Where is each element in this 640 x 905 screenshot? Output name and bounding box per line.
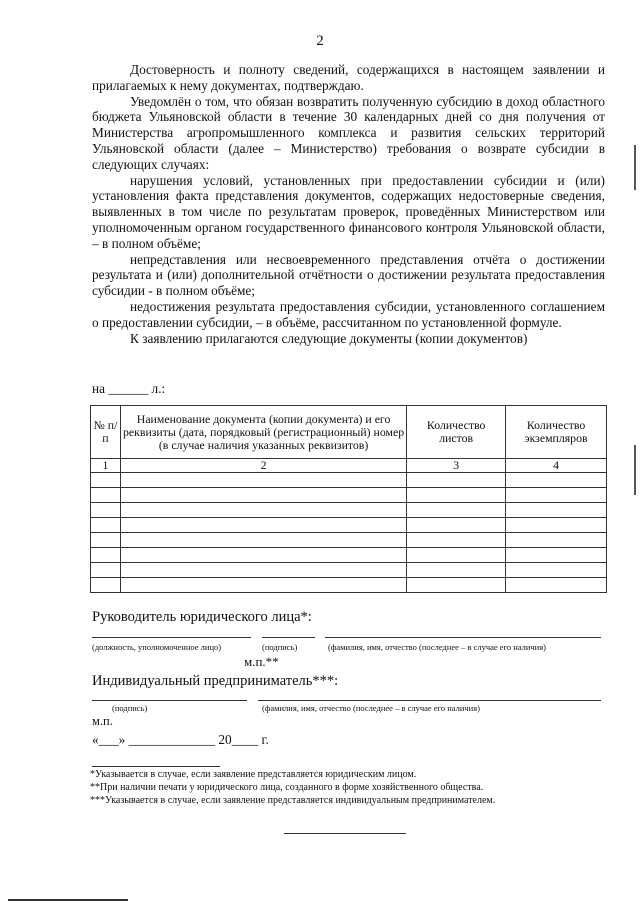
name-line [325, 637, 601, 638]
table-cell [506, 578, 607, 593]
ip-signature-label: Индивидуальный предприниматель***: [92, 673, 339, 689]
table-cell [120, 503, 406, 518]
col-number-3: 3 [407, 459, 506, 473]
table-cell [91, 548, 121, 563]
header-document-name: Наименование документа (копии документа) и его реквизиты (дата, порядковый (регистрационный) номер (в случае наличия указанных реквизитов) [120, 406, 406, 459]
table-cell [91, 563, 121, 578]
table-cell [407, 503, 506, 518]
ip-name-caption: (фамилия, имя, отчество (последнее – в случае его наличия) [262, 703, 480, 713]
table-cell [506, 563, 607, 578]
sign-caption: (подпись) [262, 642, 298, 652]
paragraph-attachments: К заявлению прилагаются следующие документы (копии документов) [130, 330, 528, 346]
table-number-row [91, 459, 607, 473]
paragraph-case-result: недостижения результата предоставления субсидии, установленного соглашением о предоставлении субсидии, – в объёме, рассчитанном по установленной формуле. [92, 298, 605, 330]
pages-line: на ______ л.: [92, 381, 166, 396]
col-number-4: 4 [506, 459, 607, 473]
paragraph-case-report: непредставления или несвоевременного представления отчёта о достижении результата и (или) дополнительной отчётности о достижении результата предоставления субсидии - в полном объёме; [92, 251, 605, 299]
table-cell [407, 533, 506, 548]
head-signature-label: Руководитель юридического лица*: [92, 609, 312, 625]
table-cell [120, 488, 406, 503]
table-cell [120, 518, 406, 533]
table-cell [91, 503, 121, 518]
sign-line [262, 637, 315, 638]
table-row [91, 533, 607, 548]
table-cell [407, 473, 506, 488]
table-row [91, 563, 607, 578]
stamp-head: м.п.** [244, 654, 279, 669]
table-cell [407, 518, 506, 533]
table-cell [120, 533, 406, 548]
name-caption: (фамилия, имя, отчество (последнее – в случае его наличия) [328, 642, 546, 652]
table-cell [506, 503, 607, 518]
table-row [91, 518, 607, 533]
stamp-ip: м.п. [92, 714, 113, 728]
table-cell [91, 473, 121, 488]
table-cell [91, 518, 121, 533]
table-cell [506, 488, 607, 503]
table-cell [506, 533, 607, 548]
table-cell [506, 473, 607, 488]
table-cell [506, 548, 607, 563]
footnote-2: **При наличии печати у юридического лица, созданного в форме хозяйственного общества. [90, 782, 484, 793]
table-cell [91, 488, 121, 503]
header-sheets: Количество листов [407, 406, 506, 459]
footnote-separator [92, 766, 220, 767]
table-cell [91, 578, 121, 593]
paragraph-case-violation: нарушения условий, установленных при предоставлении субсидии и (или) установления факта представления документов, содержащих недостоверные сведения, выявленных в том числе по результатам проверок, проведённых Министерством или уполномоченным органом государственного финансового контроля Ульяновской области, – в полном объёме; [92, 172, 605, 251]
table-cell [506, 518, 607, 533]
table-cell [407, 563, 506, 578]
table-row [91, 548, 607, 563]
date-line: «___» _____________ 20____ г. [92, 732, 269, 747]
table-cell [407, 488, 506, 503]
table-row [91, 503, 607, 518]
table-header-row [91, 406, 607, 459]
table-cell [120, 563, 406, 578]
scan-edge-line [8, 899, 128, 901]
table-cell [120, 578, 406, 593]
table-row [91, 488, 607, 503]
position-caption: (должность, уполномоченное лицо) [92, 642, 222, 652]
ip-sign-line [92, 700, 247, 701]
page-number: 2 [316, 33, 324, 49]
table-row [91, 578, 607, 593]
ip-name-line [258, 700, 601, 701]
scan-edge-mark [634, 445, 636, 495]
documents-table [90, 405, 607, 593]
position-line [92, 637, 251, 638]
paragraph-confirmation: Достоверность и полноту сведений, содержащихся в настоящем заявлении и прилагаемых к нему документах, подтверждаю. [92, 62, 605, 93]
footnote-3: ***Указывается в случае, если заявление представляется индивидуальным предпринимателем. [90, 795, 496, 806]
table-cell [91, 533, 121, 548]
bottom-separator [284, 833, 406, 834]
col-number-2: 2 [120, 459, 406, 473]
paragraph-notice: Уведомлён о том, что обязан возвратить полученную субсидию в доход областного бюджета Ульяновской области в течение 30 календарных дней со дня получения от Министерства агропромышленного комплекса и развития сельских территорий Ульяновской области (далее – Министерство) требования о возврате субсидии в следующих случаях: [92, 93, 605, 172]
table-cell [407, 578, 506, 593]
scan-edge-mark [634, 145, 636, 190]
table-cell [407, 548, 506, 563]
header-copies: Количество экземпляров [506, 406, 607, 459]
table-cell [120, 548, 406, 563]
header-number: № п/п [91, 406, 121, 459]
table-cell [120, 473, 406, 488]
footnote-1: *Указывается в случае, если заявление представляется юридическим лицом. [90, 769, 417, 780]
col-number-1: 1 [91, 459, 121, 473]
body-text [92, 62, 605, 346]
ip-sign-caption: (подпись) [112, 703, 148, 713]
table-row [91, 473, 607, 488]
